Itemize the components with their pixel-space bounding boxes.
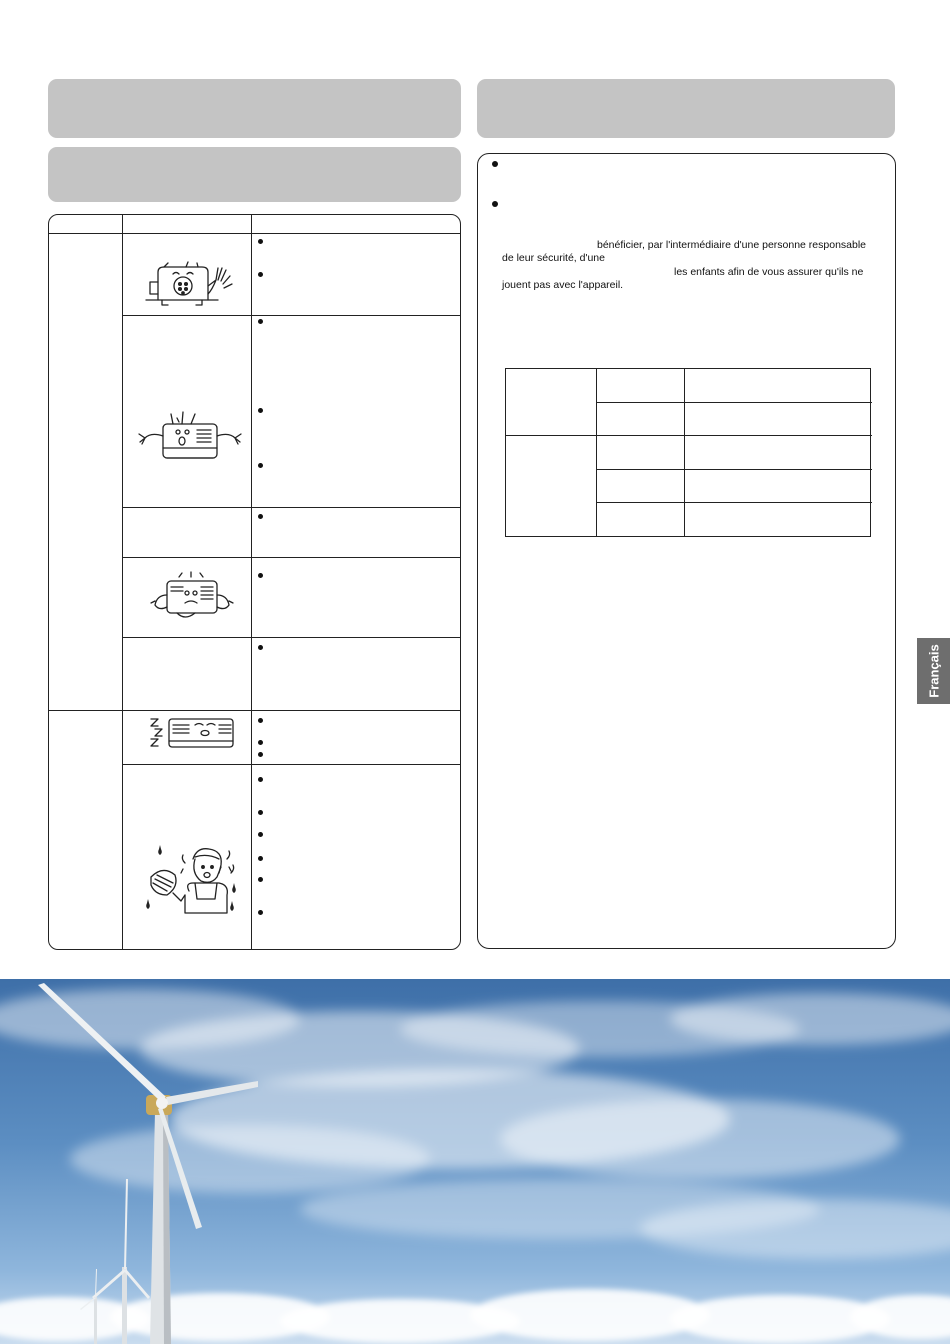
table-row-divider: [122, 637, 461, 638]
notice-box: [477, 153, 896, 949]
bullet: [492, 201, 498, 207]
notice-line-2: de leur sécurité, d'une: [502, 252, 605, 264]
section-header-right: [477, 79, 895, 138]
frowning-air-conditioner-icon: [149, 571, 235, 625]
table-column-divider: [251, 215, 252, 949]
sleeping-air-conditioner-icon: [147, 715, 239, 751]
table-row-divider: [506, 435, 872, 436]
bullet: [258, 752, 263, 757]
table-row-divider: [596, 402, 872, 403]
bullet: [258, 239, 263, 244]
troubleshooting-table: [48, 214, 461, 950]
bullet: [258, 645, 263, 650]
bullet: [258, 463, 263, 468]
sweating-person-fanning-icon: [145, 843, 237, 921]
table-row-divider: [596, 502, 872, 503]
table-column-divider: [122, 215, 123, 949]
table-row-divider: [122, 507, 461, 508]
subsection-header-left: [48, 147, 461, 202]
table-row-divider: [122, 557, 461, 558]
table-column-divider: [596, 369, 597, 536]
bullet: [258, 740, 263, 745]
bullet: [258, 856, 263, 861]
language-tab-label: Français: [926, 644, 941, 698]
bullet: [258, 832, 263, 837]
table-row-divider: [122, 764, 461, 765]
air-conditioner-with-stop-hand-icon: [142, 260, 236, 314]
table-row-divider: [122, 315, 461, 316]
bullet: [258, 573, 263, 578]
table-header-divider: [49, 233, 461, 234]
bullet: [258, 910, 263, 915]
bullet: [258, 718, 263, 723]
bullet: [258, 272, 263, 277]
section-header-left: [48, 79, 461, 138]
wind-turbine-sky-photo: [0, 979, 950, 1344]
bullet: [258, 810, 263, 815]
surprised-air-conditioner-shrugging-icon: [137, 410, 243, 466]
bullet: [258, 877, 263, 882]
bullet: [258, 408, 263, 413]
bullet: [258, 777, 263, 782]
table-group-divider: [49, 710, 461, 711]
table-column-divider: [684, 369, 685, 536]
notice-line-4: jouent pas avec l'appareil.: [502, 279, 624, 291]
notice-line-1: bénéficier, par l'intermédiaire d'une personne responsable: [597, 239, 867, 251]
bullet: [258, 319, 263, 324]
bullet: [492, 161, 498, 167]
bullet: [258, 514, 263, 519]
specification-table: [505, 368, 871, 537]
notice-line-3: les enfants afin de vous assurer qu'ils ne: [674, 266, 864, 278]
language-tab: [917, 638, 950, 704]
table-row-divider: [596, 469, 872, 470]
